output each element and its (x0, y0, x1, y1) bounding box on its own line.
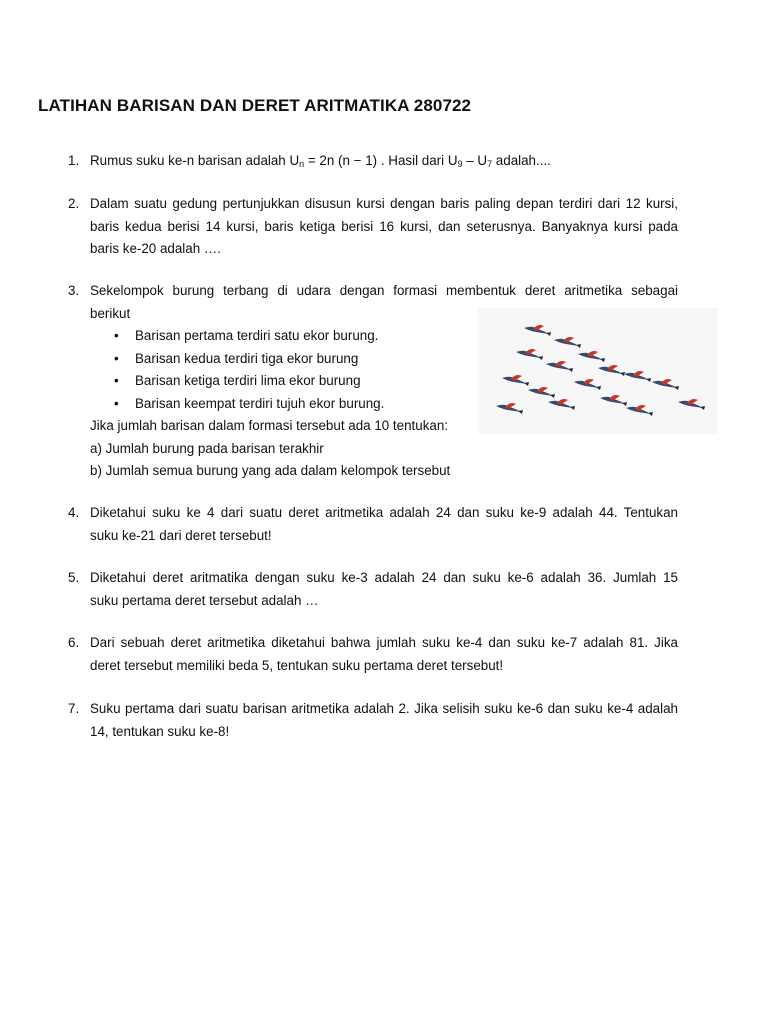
question-number: 1. (68, 153, 80, 168)
question-text-line: Sekelompok burung terbang di udara dengan formasi membentuk deret aritmetika sebagai (90, 283, 678, 298)
question-text-line: baris kedua berisi 14 kursi, baris ketiga berisi 16 kursi, dan seterusnya. Banyaknya kursi pada (90, 218, 678, 234)
question-text-line: deret tersebut memiliki beda 5, tentukan suku pertama deret tersebut! (90, 657, 504, 673)
question-text-line: Jika jumlah barisan dalam formasi tersebut ada 10 tentukan: (90, 418, 449, 433)
question-5 (68, 567, 678, 612)
list-item: • Barisan kedua terdiri tiga ekor burung (90, 348, 678, 371)
question-text-line: berikut (90, 305, 131, 321)
question-6 (68, 632, 678, 677)
question-number: 2. (68, 196, 80, 211)
question-text-line: Suku pertama dari suatu barisan aritmetika adalah 2. Jika selisih suku ke-6 dan suku ke-4 adalah (90, 701, 678, 716)
page-title: LATIHAN BARISAN DAN DERET ARITMATIKA 280722 (38, 96, 472, 115)
question-number: 3. (68, 283, 80, 298)
question-number: 6. (68, 635, 80, 650)
list-item: • Barisan pertama terdiri satu ekor burung. (90, 325, 678, 348)
question-text-line: Diketahui deret aritmatika dengan suku ke-3 adalah 24 dan suku ke-6 adalah 36. Jumlah 15 (90, 570, 678, 585)
list-item: • Barisan ketiga terdiri lima ekor burung (90, 370, 678, 393)
question-number: 5. (68, 570, 80, 585)
question-2 (68, 193, 678, 261)
question-number: 7. (68, 701, 80, 716)
question-text-line: suku ke-21 dari deret tersebut! (90, 527, 272, 543)
image-background (478, 308, 718, 434)
question-text: Rumus suku ke-n barisan adalah $U_n = 2n$ (n − 1) . Hasil dari $U_9 - U_7$ adalah.... (90, 153, 551, 169)
question-1 (68, 150, 678, 176)
bullet-icon: • (114, 328, 119, 343)
question-4 (68, 502, 678, 547)
bullet-icon: • (114, 350, 119, 366)
question-text-line: Dari sebuah deret aritmetika diketahui bahwa jumlah suku ke-4 dan suku ke-7 adalah 81. Jika (90, 635, 678, 650)
question-7 (68, 698, 678, 743)
question-number: 4. (68, 505, 80, 520)
bullet-icon: • (114, 373, 119, 388)
bird-formation-image (478, 308, 718, 434)
bullet-icon: • (114, 395, 119, 411)
question-text-line: suku pertama deret tersebut adalah … (90, 592, 319, 608)
list-item: • Barisan keempat terdiri tujuh ekor burung. (90, 393, 678, 416)
question-text-line: baris ke-20 adalah …. (90, 241, 222, 256)
question-text-line: Dalam suatu gedung pertunjukkan disusun kursi dengan baris paling depan terdiri dari 12 kursi, (90, 196, 678, 211)
question-part-b: b) Jumlah semua burung yang ada dalam kelompok tersebut (90, 463, 451, 478)
question-text-line: Diketahui suku ke 4 dari suatu deret aritmetika adalah 24 dan suku ke-9 adalah 44. Tentukan (90, 505, 678, 520)
question-part-a: a) Jumlah burung pada barisan terakhir (90, 440, 324, 456)
question-text-line: 14, tentukan suku ke-8! (90, 723, 230, 739)
